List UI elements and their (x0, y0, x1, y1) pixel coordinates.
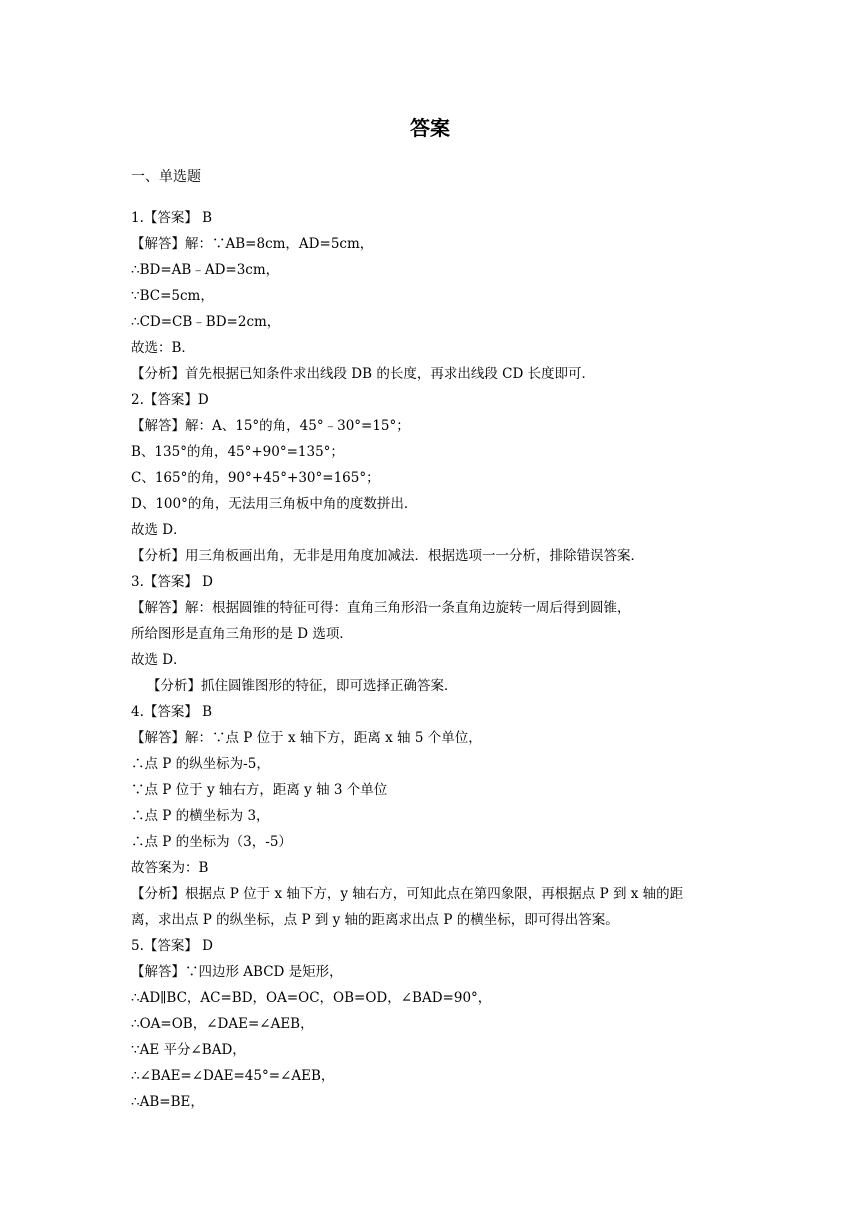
answer-line: 【分析】用三角板画出角，无非是用角度加减法．根据选项一一分析，排除错误答案． (131, 548, 644, 564)
answer-line: 2.【答案】D (131, 392, 209, 408)
answer-content (131, 205, 751, 1115)
answer-line: ∴CD=CB﹣BD=2cm， (131, 314, 281, 330)
answer-line: 离，求出点 P 的纵坐标，点 P 到 y 轴的距离求出点 P 的横坐标，即可得出答案。 (131, 912, 619, 928)
answer-line: ∴∠BAE=∠DAE=45°=∠AEB， (131, 1068, 335, 1084)
answer-line: ∴点 P 的纵坐标为-5， (131, 756, 270, 772)
answer-line: 【分析】抓住圆锥图形的特征，即可选择正确答案． (147, 678, 458, 694)
answer-line: 所给图形是直角三角形的是 D 选项． (131, 626, 353, 642)
answer-line: 故选 D． (131, 652, 187, 668)
answer-line: ∵点 P 位于 y 轴右方，距离 y 轴 3 个单位 (131, 782, 388, 798)
answer-line: D、100°的角，无法用三角板中角的度数拼出． (131, 496, 418, 512)
answer-line: 【分析】根据点 P 位于 x 轴下方，y 轴右方，可知此点在第四象限，再根据点 P 到 x 轴的距 (131, 886, 684, 902)
answer-line: ∴点 P 的横坐标为 3， (131, 808, 270, 824)
answer-line: ∴OA=OB，∠DAE=∠AEB， (131, 1016, 314, 1032)
answer-line: ∵BC=5cm， (131, 288, 214, 304)
answer-line: ∴点 P 的坐标为（3，-5） (131, 834, 292, 850)
answer-line: 3.【答案】 D (131, 574, 213, 590)
answer-line: 1.【答案】 B (131, 210, 213, 226)
section-heading: 一、单选题 (131, 169, 201, 185)
page-title: 答案 (410, 116, 450, 140)
answer-line: 【解答】解：根据圆锥的特征可得：直角三角形沿一条直角边旋转一周后得到圆锥， (131, 600, 631, 616)
answer-line: C、165°的角，90°+45°+30°=165°； (131, 470, 380, 486)
answer-line: ∵AE 平分∠BAD， (131, 1042, 246, 1058)
answer-line: ∴AB=BE， (131, 1094, 204, 1110)
answer-line: 故选 D． (131, 522, 187, 538)
answer-line: 【解答】解：∵AB=8cm，AD=5cm， (131, 236, 374, 252)
answer-line: 【解答】解：∵点 P 位于 x 轴下方，距离 x 轴 5 个单位， (131, 730, 482, 746)
answer-line: 4.【答案】 B (131, 704, 213, 720)
answer-line: 【解答】解：A、15°的角，45°﹣30°=15°； (131, 418, 410, 434)
answer-line: 故答案为：B (131, 860, 209, 876)
answer-line: 【解答】∵四边形 ABCD 是矩形， (131, 964, 343, 980)
answer-line: ∴BD=AB﹣AD=3cm， (131, 262, 280, 278)
answer-line: ∴AD∥BC，AC=BD，OA=OC，OB=OD，∠BAD=90°， (131, 990, 492, 1006)
answer-line: 5.【答案】 D (131, 938, 213, 954)
answer-line: B、135°的角，45°+90°=135°； (131, 444, 344, 460)
answer-line: 【分析】首先根据已知条件求出线段 DB 的长度，再求出线段 CD 长度即可． (131, 366, 596, 382)
answer-line: 故选：B． (131, 340, 195, 356)
